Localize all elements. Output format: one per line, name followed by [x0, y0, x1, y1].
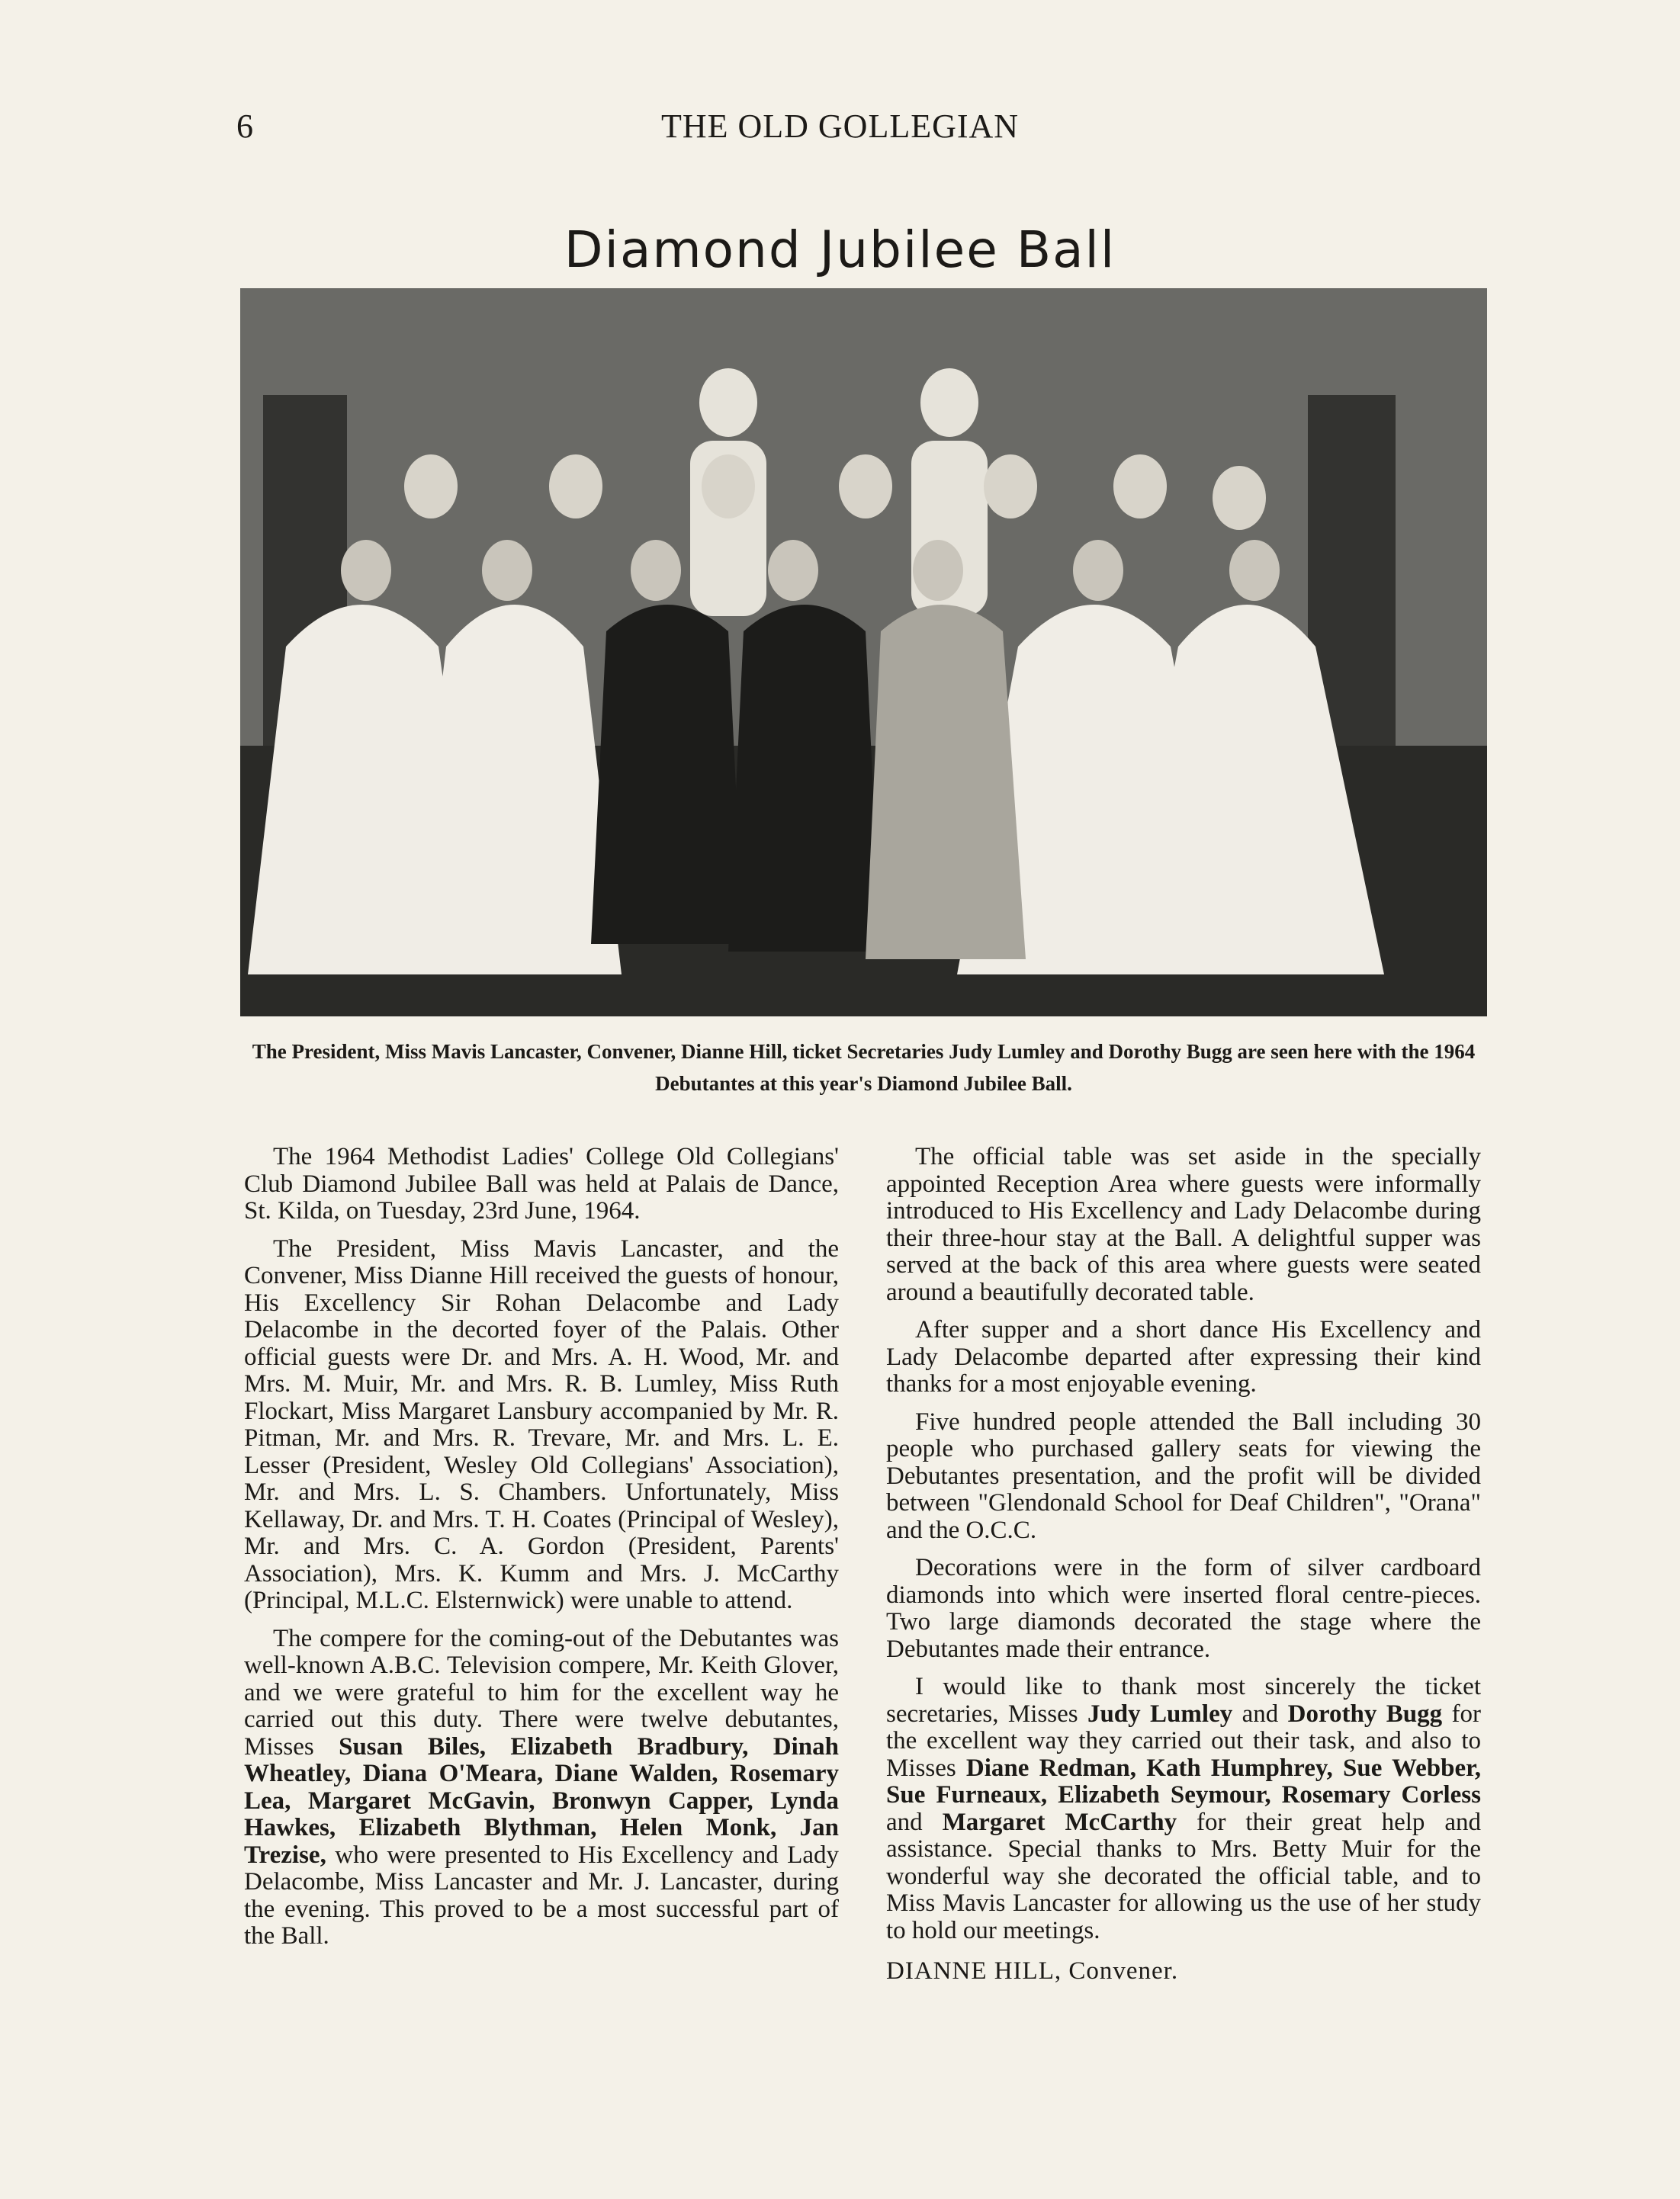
- right-column: [886, 1144, 1481, 1996]
- bold-name: Margaret McCarthy: [942, 1808, 1177, 1836]
- paragraph: Five hundred people attended the Ball including 30 people who purchased gallery seats for viewing the Debutantes presentation, and the profit will be divided between "Glendonald School for Deaf Children", "Orana" and the O.C.C.: [886, 1408, 1481, 1544]
- paragraph: [886, 1674, 1481, 1944]
- paragraph-text: and: [1232, 1700, 1288, 1728]
- paragraph: [244, 1626, 839, 1950]
- paragraph: The 1964 Methodist Ladies' College Old Collegians' Club Diamond Jubilee Ball was held at Palais de Dance, St. Kilda, on Tuesday, 23rd June, 1964.: [244, 1143, 839, 1225]
- paragraph-text: for the excellent way they carried out their task, and also to Misses: [886, 1700, 1482, 1782]
- paragraph-text: for their great help and assistance. Special thanks to Mrs. Betty Muir for the wonderful way she decorated the official table, and to Miss Mavis Lancaster for allowing us the use of her study to hold our meetings.: [886, 1808, 1481, 1944]
- paragraph: After supper and a short dance His Excellency and Lady Delacombe departed after expressing their kind thanks for a most enjoyable evening.: [886, 1316, 1481, 1398]
- paragraph: The official table was set aside in the specially appointed Reception Area where guests were informally introduced to His Excellency and Lady Delacombe during their three-hour stay at the Ball. A delightful supper was served at the back of this area where guests were seated around a beautifully decorated table.: [886, 1143, 1481, 1306]
- article-title: Diamond Jubilee Ball: [564, 220, 1116, 280]
- running-head: THE OLD GOLLEGIAN: [660, 108, 1020, 145]
- paragraph-text: who were presented to His Excellency and Lady Delacombe, Miss Lancaster and Mr. J. Lancaster, during the evening. This proved to be a most successful part of the Ball.: [244, 1841, 839, 1950]
- bold-name: Dorothy Bugg: [1287, 1700, 1443, 1728]
- debutante-names: Susan Biles, Elizabeth Bradbury, Dinah Wheatley, Diana O'Meara, Diane Walden, Rosemary Lea, Margaret McGavin, Bronwyn Capper, Lynda Hawkes, Elizabeth Blythman, Helen Monk, Jan Trezise,: [244, 1732, 840, 1869]
- left-column: [244, 1144, 839, 1961]
- page-number: 6: [236, 108, 253, 145]
- paragraph-text: I would like to thank most sincerely the ticket secretaries, Misses: [886, 1673, 1481, 1728]
- paragraph: The President, Miss Mavis Lancaster, and the Convener, Miss Dianne Hill received the guests of honour, His Excellency Sir Rohan Delacombe and Lady Delacombe in the decorted foyer of the Palais. Other official guests were Dr. and Mrs. A. H. Wood, Mr. and Mrs. M. Muir, Mr. and Mrs. R. B. Lumley, Miss Ruth Flockart, Miss Margaret Lansbury accompanied by Mr. R. Pitman, Mr. and Mrs. R. Trevare, Mr. and Mrs. L. E. Lesser (President, Wesley Old Collegians' Association), Mr. and Mrs. L. S. Chambers. Unfortunately, Miss Kellaway, Dr. and Mrs. T. H. Coates (Principal of Wesley), Mr. and Mrs. C. A. Gordon (President, Parents' Association), Mrs. K. Kumm and Mrs. J. McCarthy (Principal, M.L.C. Elsternwick) were unable to attend.: [244, 1234, 839, 1614]
- photo-illustration: [240, 288, 1487, 1016]
- bold-name: Judy Lumley: [1087, 1700, 1233, 1728]
- signature: DIANNE HILL, Convener.: [886, 1957, 1179, 1985]
- group-photograph: [240, 288, 1487, 1016]
- paragraph: Decorations were in the form of silver cardboard diamonds into which were inserted floral centre-pieces. Two large diamonds decorated the stage where the Debutantes made their entrance.: [886, 1554, 1481, 1663]
- photo-caption: The President, Miss Mavis Lancaster, Convener, Dianne Hill, ticket Secretaries Judy Lumley and Dorothy Bugg are seen here with the 1964 Debutantes at this year's Diamond Jubilee Ball.: [252, 1040, 1476, 1095]
- paragraph-text: and: [886, 1808, 943, 1836]
- paragraph-text: The compere for the coming-out of the Debutantes was well-known A.B.C. Television compere, Mr. Keith Glover, and we were grateful to him for the excellent way he carried out this duty. There were twelve debutantes, Misses: [244, 1624, 839, 1761]
- bold-names: Diane Redman, Kath Humphrey, Sue Webber, Sue Furneaux, Elizabeth Seymour, Rosemary Corless: [886, 1754, 1481, 1809]
